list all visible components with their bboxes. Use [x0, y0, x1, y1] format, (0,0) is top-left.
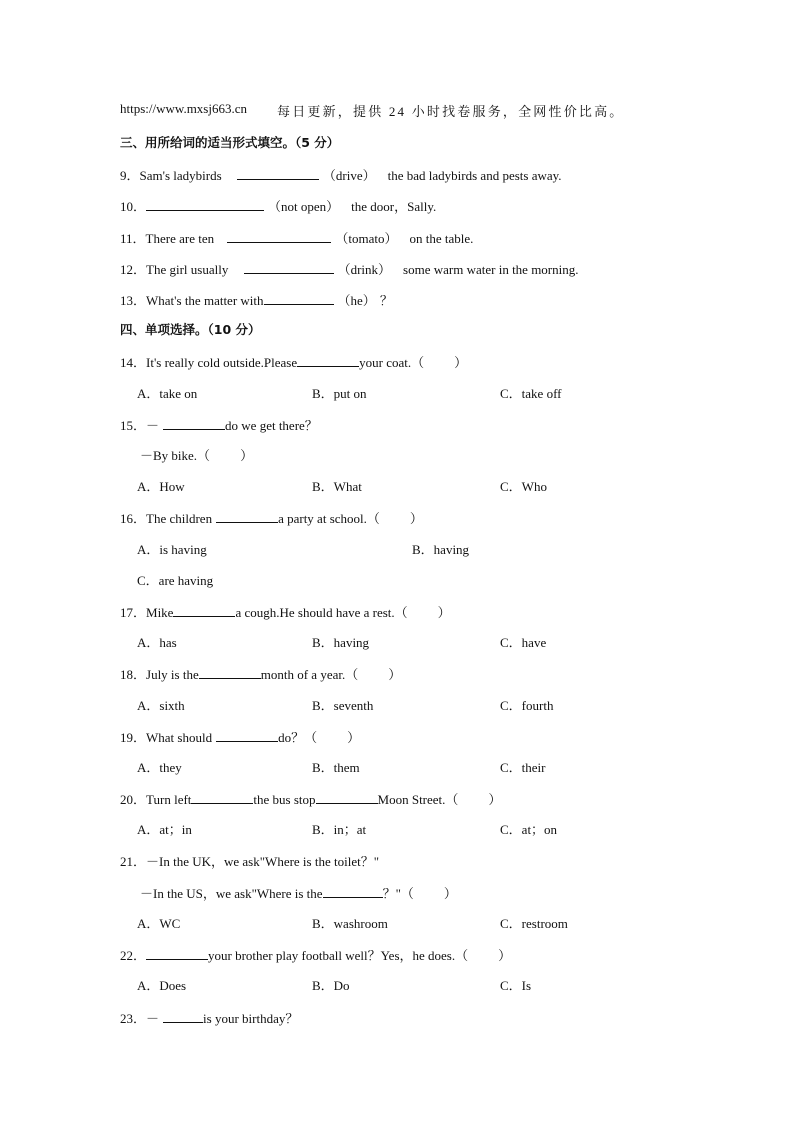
option-a[interactable]: A．has [137, 635, 177, 650]
option-c[interactable]: C．have [500, 635, 547, 650]
option-b[interactable]: B．Do [312, 978, 350, 993]
option-c[interactable]: C．fourth [500, 698, 554, 713]
answer-blank[interactable] [146, 946, 208, 960]
option-b[interactable]: B．seventh [312, 698, 374, 713]
question-18: 18．July is the month of a year.（ ） [120, 667, 402, 682]
question-21: 21．－In the UK，we ask"Where is the toilet？" [120, 854, 380, 869]
answer-blank[interactable] [163, 1009, 203, 1023]
question-20: 20．Turn left the bus stop Moon Street.（ ） [120, 792, 502, 807]
option-c[interactable]: C．are having [137, 573, 214, 588]
answer-blank[interactable] [199, 665, 261, 679]
option-a[interactable]: A．How [137, 479, 185, 494]
option-c[interactable]: C．Is [500, 978, 532, 993]
question-11: 11．There are ten （tomato） on the table. [120, 231, 474, 246]
option-c[interactable]: C．restroom [500, 916, 568, 931]
question-16: 16．The children a party at school.（ ） [120, 511, 423, 526]
answer-blank[interactable] [244, 260, 334, 274]
answer-blank[interactable] [316, 790, 378, 804]
question-12: 12．The girl usually （drink） some warm water in the morning. [120, 262, 579, 277]
question-15-reply: －By bike.（ ） [140, 448, 254, 463]
question-13: 13．What's the matter with （he） ？ [120, 293, 393, 308]
question-14: 14．It's really cold outside.Please your coat.（ ） [120, 355, 468, 370]
answer-blank[interactable] [227, 229, 331, 243]
question-17: 17．Mike a cough.He should have a rest.（ ） [120, 605, 451, 620]
option-c[interactable]: C．Who [500, 479, 547, 494]
question-10: 10． （not open） the door，Sally. [120, 199, 437, 214]
answer-blank[interactable] [163, 416, 225, 430]
section-3-title: 三、用所给词的适当形式填空。（5 分） [120, 135, 340, 150]
option-b[interactable]: B．them [312, 760, 360, 775]
answer-blank[interactable] [216, 728, 278, 742]
answer-blank[interactable] [297, 353, 359, 367]
option-a[interactable]: A．at；in [137, 822, 192, 837]
option-a[interactable]: A．sixth [137, 698, 185, 713]
answer-blank[interactable] [264, 291, 334, 305]
option-a[interactable]: A．Does [137, 978, 187, 993]
option-c[interactable]: C．at；on [500, 822, 558, 837]
option-a[interactable]: A．is having [137, 542, 207, 557]
question-21-followup: －In the US，we ask"Where is the ？"（ ） [140, 886, 457, 901]
question-15: 15．－ do we get there？ [120, 418, 318, 433]
option-a[interactable]: A．they [137, 760, 182, 775]
option-b[interactable]: B．having [312, 635, 370, 650]
question-9: 9．Sam's ladybirds （drive） the bad ladybirds and pests away. [120, 168, 562, 183]
header-slogan: 每日更新，提供 24 小时找卷服务，全网性价比高。 [277, 104, 625, 119]
question-22: 22． your brother play football well？Yes，he does.（ ） [120, 948, 512, 963]
section-4-title: 四、单项选择。（10 分） [120, 322, 261, 337]
option-b[interactable]: B．washroom [312, 916, 388, 931]
option-a[interactable]: A．take on [137, 386, 198, 401]
answer-blank[interactable] [216, 509, 278, 523]
question-23: 23．－ is your birthday？ [120, 1011, 299, 1026]
answer-blank[interactable] [173, 603, 235, 617]
option-c[interactable]: C．their [500, 760, 546, 775]
option-b[interactable]: B．having [412, 542, 470, 557]
source-url: https://www.mxsj663.cn [120, 101, 247, 116]
answer-blank[interactable] [323, 884, 383, 898]
option-b[interactable]: B．What [312, 479, 362, 494]
option-b[interactable]: B．in；at [312, 822, 367, 837]
option-a[interactable]: A．WC [137, 916, 181, 931]
question-19: 19．What should do？（ ） [120, 730, 361, 745]
answer-blank[interactable] [146, 197, 264, 211]
answer-blank[interactable] [191, 790, 253, 804]
answer-blank[interactable] [237, 166, 319, 180]
option-c[interactable]: C．take off [500, 386, 562, 401]
option-b[interactable]: B．put on [312, 386, 367, 401]
